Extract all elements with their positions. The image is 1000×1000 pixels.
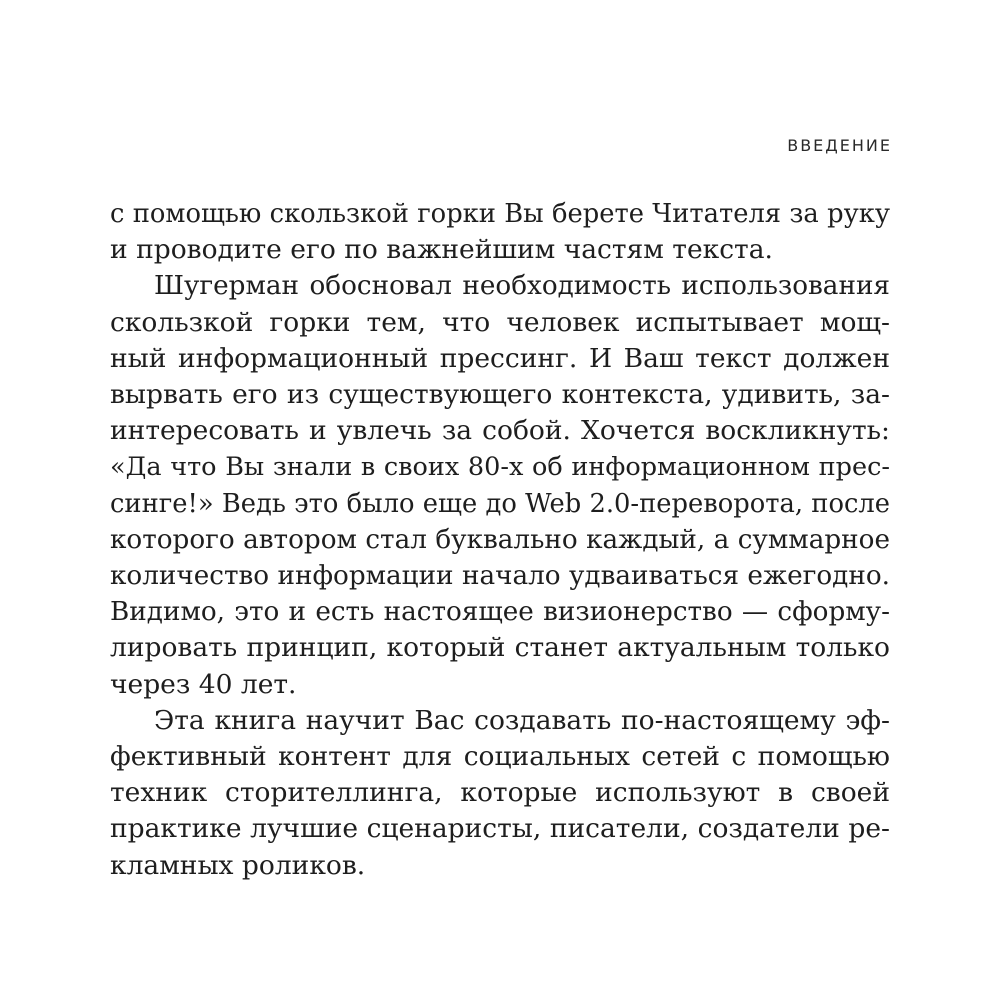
text-line: скользкой горки тем, что человек испытывает мощ- (110, 306, 890, 338)
text-line: и проводите его по важнейшим частям текста. (110, 234, 773, 266)
text-line: лировать принцип, который станет актуальным только (110, 632, 890, 664)
paragraph-1 (110, 196, 890, 268)
text-line: фективный контент для социальных сетей с помощью (110, 741, 890, 773)
text-line: ный информационный прессинг. И Ваш текст должен (110, 342, 890, 374)
text-line: вырвать его из существующего контекста, удивить, за- (110, 379, 890, 411)
text-line: Шугерман обосновал необходимость использования (154, 271, 890, 302)
running-head: ВВЕДЕНИЕ (787, 136, 892, 155)
text-line: техник сторителлинга, которые используют в своей (110, 777, 890, 809)
text-line: с помощью скользкой горки Вы берете Читателя за руку (110, 199, 890, 229)
text-line: синге!» Ведь это было еще до Web 2.0-переворота, после (110, 488, 890, 519)
text-line: Эта книга научит Вас создавать по-настоящему эф- (154, 704, 890, 736)
text-line: интересовать и увлечь за собой. Хочется воскликнуть: (110, 415, 890, 447)
body-text (110, 196, 890, 884)
text-line: практике лучшие сценаристы, писатели, создатели ре- (110, 813, 890, 845)
paragraph-3 (110, 703, 890, 884)
text-line: «Да что Вы знали в своих 80-х об информационном прес- (110, 452, 890, 483)
text-line: Видимо, это и есть настоящее визионерство — сформу- (110, 597, 890, 628)
paragraph-2 (110, 268, 890, 702)
text-line: которого автором стал буквально каждый, а суммарное (110, 524, 890, 555)
text-line: через 40 лет. (110, 668, 297, 700)
text-line: количество информации начало удваиваться ежегодно. (110, 561, 890, 592)
text-line: кламных роликов. (110, 849, 366, 881)
